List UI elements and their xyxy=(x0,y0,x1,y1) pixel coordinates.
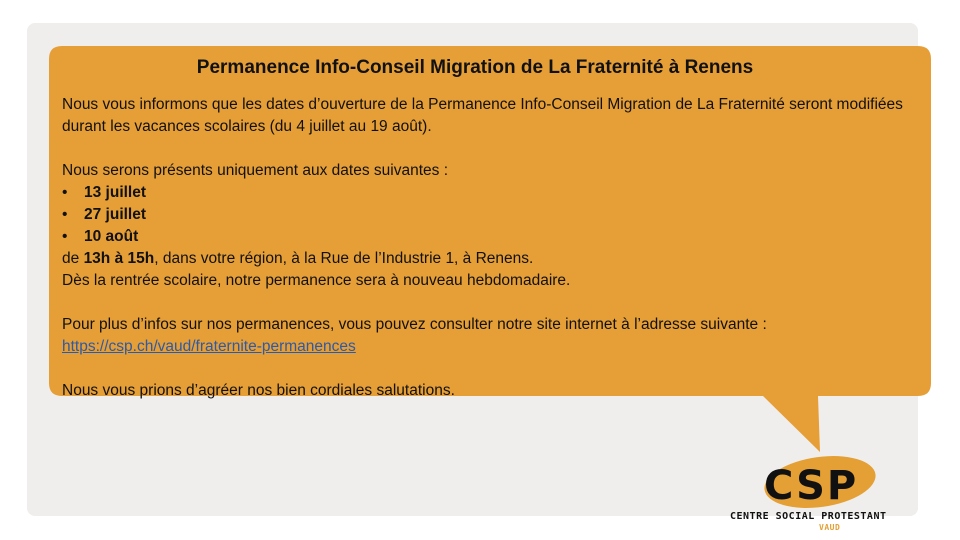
weekly-note: Dès la rentrée scolaire, notre permanence sera à nouveau hebdomadaire. xyxy=(62,272,571,289)
logo-region: VAUD xyxy=(819,523,841,532)
dates-list xyxy=(62,182,918,248)
spacer xyxy=(62,358,918,380)
list-item xyxy=(62,182,918,204)
closing-text: Nous vous prions d’agréer nos bien cordiales salutations. xyxy=(62,382,455,399)
date-item: 27 juillet xyxy=(84,206,147,223)
list-item xyxy=(62,204,918,226)
notice-intro: Nous vous informons que les dates d’ouverture de la Permanence Info-Conseil Migration de La Fraternité seront modifiées durant les vacances scolaires (du 4 juillet au 19 août). xyxy=(62,96,903,135)
date-item: 13 juillet xyxy=(84,184,147,201)
permanences-link[interactable]: https://csp.ch/vaud/fraternite-permanences xyxy=(62,338,356,355)
spacer xyxy=(62,292,918,314)
spacer xyxy=(62,138,918,160)
dates-intro: Nous serons présents uniquement aux dates suivantes : xyxy=(62,162,449,179)
notice-title: Permanence Info-Conseil Migration de La Fraternité à Renens xyxy=(196,57,754,78)
bullet-icon: • xyxy=(62,228,68,245)
bullet-icon: • xyxy=(62,184,68,201)
date-item: 10 août xyxy=(84,228,139,245)
logo-letters: CSP xyxy=(764,463,859,509)
more-info-text: Pour plus d’infos sur nos permanences, vous pouvez consulter notre site internet à l’adresse suivante : xyxy=(62,316,767,333)
list-item xyxy=(62,226,918,248)
time-line xyxy=(62,248,918,270)
time-prefix: de xyxy=(62,250,84,267)
time-range: 13h à 15h xyxy=(83,250,155,267)
link-line xyxy=(62,336,918,358)
notice-content xyxy=(62,56,918,402)
logo-subtitle: CENTRE SOCIAL PROTESTANT xyxy=(730,511,887,522)
time-suffix: , dans votre région, à la Rue de l’Industrie 1, à Renens. xyxy=(154,250,534,267)
csp-logo xyxy=(722,455,887,535)
bullet-icon: • xyxy=(62,206,68,223)
